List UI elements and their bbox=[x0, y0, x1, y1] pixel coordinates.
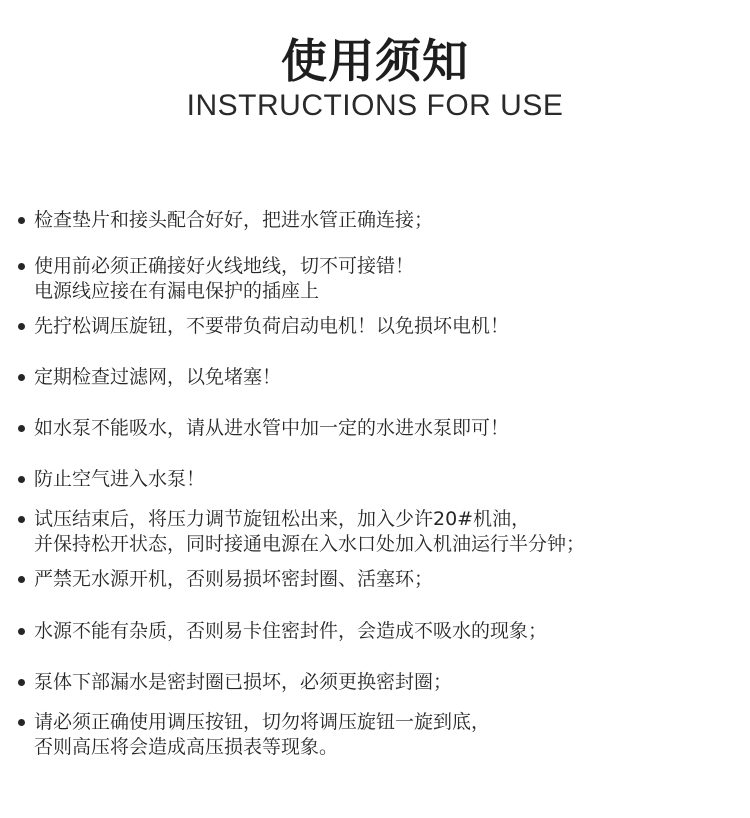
bullet-icon bbox=[18, 628, 25, 635]
item-text bbox=[34, 416, 734, 441]
item-line: 泵体下部漏水是密封圈已损坏，必须更换密封圈； bbox=[34, 671, 453, 693]
item-line: 电源线应接在有漏电保护的插座上 bbox=[34, 280, 320, 302]
item-text bbox=[34, 365, 734, 390]
page-subtitle: INSTRUCTIONS FOR USE bbox=[186, 89, 564, 122]
item-text bbox=[34, 507, 734, 557]
page-title: 使用须知 bbox=[281, 34, 469, 88]
item-text bbox=[34, 254, 734, 304]
item-line: 先拧松调压旋钮，不要带负荷启动电机！以免损坏电机！ bbox=[34, 315, 510, 337]
item-text bbox=[34, 670, 734, 695]
item-line: 请必须正确使用调压按钮，切勿将调压旋钮一旋到底， bbox=[34, 711, 491, 733]
bullet-icon bbox=[18, 476, 25, 483]
item-text bbox=[34, 619, 734, 644]
item-line: 防止空气进入水泵！ bbox=[34, 468, 206, 490]
bullet-icon bbox=[18, 425, 25, 432]
item-line: 并保持松开状态，同时接通电源在入水口处加入机油运行半分钟； bbox=[34, 533, 586, 555]
bullet-icon bbox=[18, 679, 25, 686]
bullet-icon bbox=[18, 263, 25, 270]
item-text bbox=[34, 710, 734, 760]
item-text bbox=[34, 208, 734, 233]
item-text bbox=[34, 567, 734, 592]
bullet-icon bbox=[18, 576, 25, 583]
item-text bbox=[34, 314, 734, 339]
bullet-icon bbox=[18, 323, 25, 330]
item-line: 检查垫片和接头配合好好，把进水管正确连接； bbox=[34, 209, 434, 231]
item-line: 使用前必须正确接好火线地线，切不可接错！ bbox=[34, 255, 415, 277]
item-line: 试压结束后，将压力调节旋钮松出来，加入少许20#机油， bbox=[34, 508, 531, 530]
item-text bbox=[34, 467, 734, 492]
item-line: 严禁无水源开机，否则易损坏密封圈、活塞环； bbox=[34, 568, 434, 590]
bullet-icon bbox=[18, 516, 25, 523]
item-line: 否则高压将会造成高压损表等现象。 bbox=[34, 736, 339, 758]
bullet-icon bbox=[18, 374, 25, 381]
item-line: 水源不能有杂质，否则易卡住密封件，会造成不吸水的现象； bbox=[34, 620, 548, 642]
item-line: 如水泵不能吸水，请从进水管中加一定的水进水泵即可！ bbox=[34, 417, 510, 439]
item-line: 定期检查过滤网，以免堵塞！ bbox=[34, 366, 282, 388]
bullet-icon bbox=[18, 217, 25, 224]
bullet-icon bbox=[18, 719, 25, 726]
